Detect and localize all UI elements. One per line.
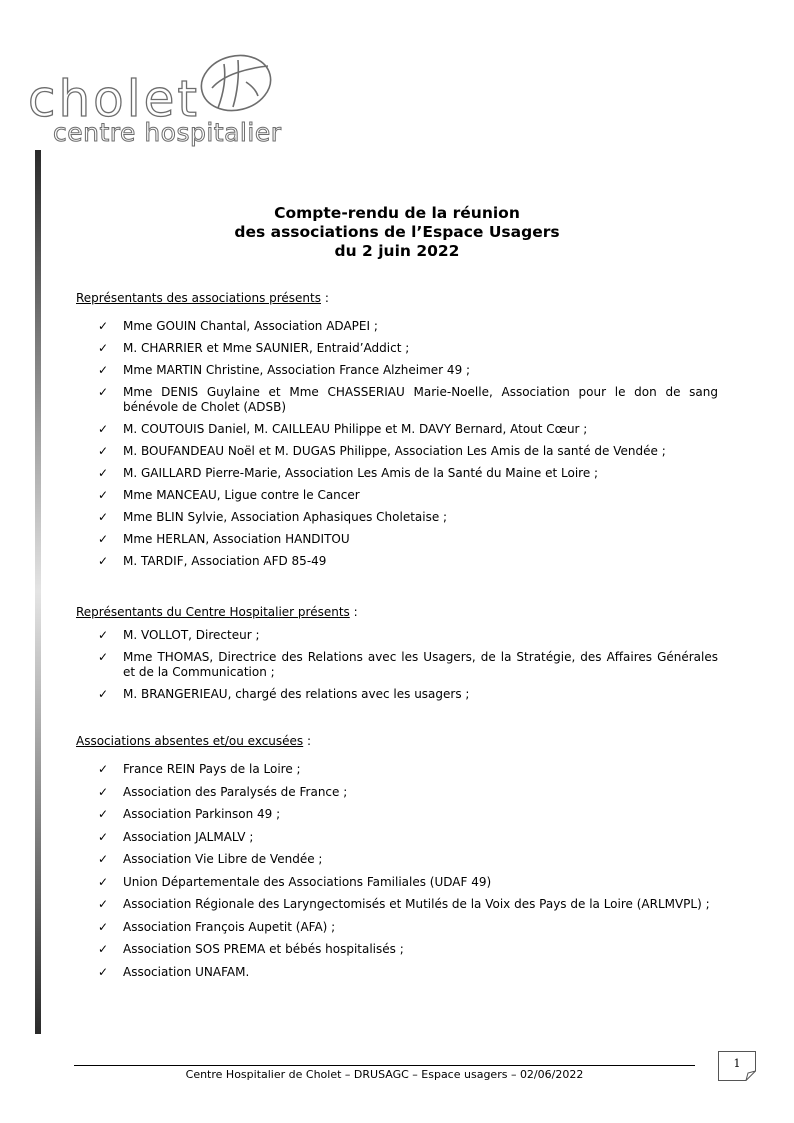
logo-centre-hospitalier-text: centre hospitalier — [53, 118, 282, 147]
list-item — [98, 422, 718, 437]
list-item-text: Association Régionale des Laryngectomisés et Mutilés de la Voix des Pays de la Loire (ARLMVPL) ; — [123, 897, 710, 911]
list-item-text: Mme DENIS Guylaine et Mme CHASSERIAU Marie-Noelle, Association pour le don de sang bénévole de Cholet (ADSB) — [123, 385, 718, 414]
checkmark-icon: ✓ — [98, 510, 109, 524]
checkmark-icon: ✓ — [98, 385, 109, 399]
list-associations-presents — [98, 319, 718, 569]
list-item-text: Mme MARTIN Christine, Association France Alzheimer 49 ; — [123, 363, 471, 377]
cross-mark-icon — [194, 52, 274, 114]
checkmark-icon: ✓ — [98, 687, 109, 701]
list-centre-hospitalier-presents — [98, 628, 718, 702]
list-item — [98, 965, 718, 980]
list-item — [98, 762, 718, 777]
list-item — [98, 852, 718, 867]
section-heading-suffix: : — [321, 291, 329, 305]
checkmark-icon: ✓ — [98, 341, 109, 355]
decorative-side-rule — [35, 150, 41, 1034]
section-heading-suffix: : — [303, 734, 312, 748]
checkmark-icon: ✓ — [98, 319, 109, 333]
section-heading-centre-hospitalier-presents — [76, 604, 358, 620]
list-item-text: M. GAILLARD Pierre-Marie, Association Les Amis de la Santé du Maine et Loire ; — [123, 466, 599, 480]
title-line-2: des associations de l’Espace Usagers — [234, 223, 560, 241]
footer-rule — [74, 1065, 695, 1066]
list-item — [98, 341, 718, 356]
list-item-text: M. BOUFANDEAU Noël et M. DUGAS Philippe, Association Les Amis de la santé de Vendée ; — [123, 444, 666, 458]
logo-cholet-text: cholet — [28, 70, 201, 128]
checkmark-icon: ✓ — [98, 829, 109, 844]
list-item — [98, 554, 718, 569]
list-item — [98, 466, 718, 481]
checkmark-icon: ✓ — [98, 554, 109, 568]
list-item — [98, 897, 718, 912]
checkmark-icon: ✓ — [98, 897, 109, 911]
document-title — [76, 204, 718, 261]
list-item-text: Association des Paralysés de France ; — [123, 784, 348, 799]
title-line-3: du 2 juin 2022 — [334, 242, 460, 260]
list-item — [98, 363, 718, 378]
list-item-text: M. TARDIF, Association AFD 85-49 — [123, 554, 327, 568]
checkmark-icon: ✓ — [98, 444, 109, 458]
list-item-text: Association Vie Libre de Vendée ; — [123, 852, 323, 866]
footer-text: Centre Hospitalier de Cholet – DRUSAGC – Espace usagers – 02/06/2022 — [185, 1068, 584, 1081]
checkmark-icon: ✓ — [98, 919, 109, 934]
list-item-text: M. BRANGERIEAU, chargé des relations avec les usagers ; — [123, 687, 470, 701]
list-item — [98, 532, 718, 547]
list-item-text: Mme GOUIN Chantal, Association ADAPEI ; — [123, 319, 378, 333]
checkmark-icon: ✓ — [98, 807, 109, 821]
list-item-text: M. CHARRIER et Mme SAUNIER, Entraid’Addict ; — [123, 341, 410, 355]
checkmark-icon: ✓ — [98, 964, 109, 979]
list-item — [98, 628, 718, 643]
list-item-text: Association UNAFAM. — [123, 964, 250, 979]
list-item-text: Mme THOMAS, Directrice des Relations avec les Usagers, de la Stratégie, des Affaires Générales et de la Communication ; — [123, 650, 718, 679]
checkmark-icon: ✓ — [98, 762, 109, 776]
section-heading-associations-absentes — [76, 733, 311, 749]
list-item — [98, 920, 718, 935]
list-item — [98, 785, 718, 800]
list-item-text: Association Parkinson 49 ; — [123, 807, 281, 821]
checkmark-icon: ✓ — [98, 628, 109, 642]
hospital-logo — [26, 52, 306, 152]
list-item — [98, 687, 718, 702]
list-item-text: Association JALMALV ; — [123, 829, 254, 844]
list-item — [98, 942, 718, 957]
section-heading-associations-presents — [76, 290, 329, 306]
checkmark-icon: ✓ — [98, 942, 109, 956]
checkmark-icon: ✓ — [98, 784, 109, 799]
checkmark-icon: ✓ — [98, 488, 109, 502]
page-number: 1 — [733, 1057, 741, 1070]
list-item — [98, 319, 718, 334]
list-item-text: Association SOS PREMA et bébés hospitalisés ; — [123, 942, 404, 956]
section-heading-label: Représentants du Centre Hospitalier présents — [76, 605, 350, 619]
list-associations-absentes — [98, 762, 718, 980]
list-item-text: Mme HERLAN, Association HANDITOU — [123, 532, 350, 546]
checkmark-icon: ✓ — [98, 363, 109, 377]
list-item-text: Mme MANCEAU, Ligue contre le Cancer — [123, 488, 360, 502]
list-item — [98, 830, 718, 845]
list-item — [98, 385, 718, 415]
list-item-text: Association François Aupetit (AFA) ; — [123, 919, 336, 934]
title-line-1: Compte-rendu de la réunion — [274, 204, 520, 222]
checkmark-icon: ✓ — [98, 852, 109, 866]
list-item-text: Mme BLIN Sylvie, Association Aphasiques Choletaise ; — [123, 510, 448, 524]
checkmark-icon: ✓ — [98, 874, 109, 889]
section-heading-suffix: : — [349, 605, 358, 619]
list-item-text: Union Départementale des Associations Familiales (UDAF 49) — [123, 874, 492, 889]
section-heading-label: Associations absentes et/ou excusées — [76, 734, 304, 748]
list-item — [98, 510, 718, 525]
list-item — [98, 488, 718, 503]
section-heading-label: Représentants des associations présents — [76, 291, 321, 305]
list-item-text: M. COUTOUIS Daniel, M. CAILLEAU Philippe et M. DAVY Bernard, Atout Cœur ; — [123, 422, 588, 436]
list-item — [98, 650, 718, 680]
checkmark-icon: ✓ — [98, 532, 109, 546]
checkmark-icon: ✓ — [98, 650, 109, 664]
list-item-text: France REIN Pays de la Loire ; — [123, 762, 301, 776]
list-item-text: M. VOLLOT, Directeur ; — [123, 628, 260, 642]
list-item — [98, 444, 718, 459]
list-item — [98, 807, 718, 822]
checkmark-icon: ✓ — [98, 466, 109, 480]
list-item — [98, 875, 718, 890]
checkmark-icon: ✓ — [98, 422, 109, 436]
